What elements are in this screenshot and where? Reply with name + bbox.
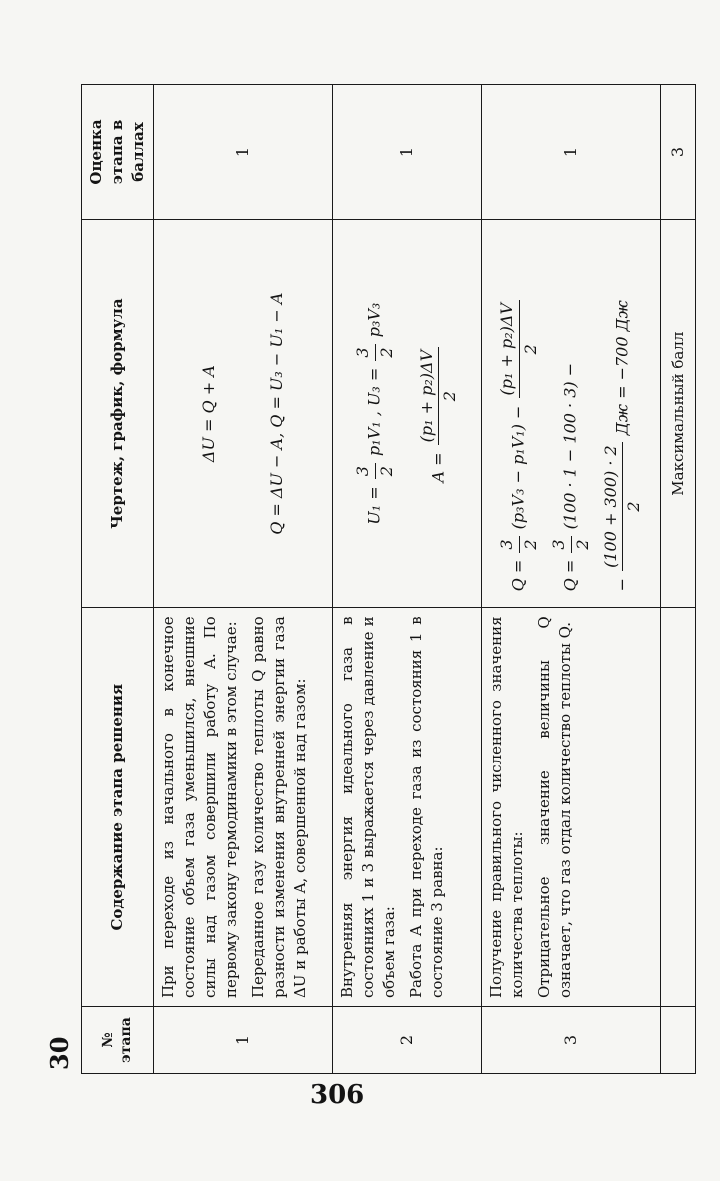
task-number: 30 xyxy=(45,1036,74,1070)
fraction-denominator: 2 xyxy=(520,344,540,355)
fraction-numerator: 3 xyxy=(496,536,519,552)
content-paragraph: Получение правильного численного значения количества теплоты: xyxy=(487,616,526,999)
formula-part: (p₃V₃ − p₁V₁) − xyxy=(508,405,528,530)
fraction-numerator: (p₁ + p₂)ΔV xyxy=(496,300,519,398)
fraction-numerator: 3 xyxy=(548,536,571,552)
max-score-label: Максимальный балл xyxy=(661,219,696,607)
fraction xyxy=(352,344,398,360)
page-number: 306 xyxy=(310,1080,365,1110)
stage-content xyxy=(333,608,482,1007)
empty-cell xyxy=(661,1007,696,1074)
formula-part: (100 · 1 − 100 · 3) − xyxy=(560,362,580,530)
table-row xyxy=(154,85,333,1074)
formula: Q = ΔU − A, Q = U₃ − U₁ − A xyxy=(267,292,286,535)
fraction-denominator: 2 xyxy=(520,539,540,550)
formula-part: U₁ = xyxy=(364,486,384,525)
header-score: Оценка этапа в баллах xyxy=(82,85,154,220)
stage-formula xyxy=(154,219,333,607)
fraction-denominator: 2 xyxy=(376,347,396,358)
fraction-denominator: 2 xyxy=(624,501,644,512)
formula-q-numeric xyxy=(548,228,594,599)
stage-number: 1 xyxy=(154,1007,333,1074)
fraction xyxy=(496,536,542,552)
stage-score: 1 xyxy=(333,85,482,220)
fraction-denominator: 2 xyxy=(440,391,460,402)
stage-content xyxy=(154,608,333,1007)
content-paragraph: При переходе из начального в конечное состояние объем газа уменьшился, внешние силы над газом совершили работу A. По первому закону термодинамики в этом случае: xyxy=(159,616,240,999)
stage-score: 1 xyxy=(154,85,333,220)
formula-part: Q = xyxy=(560,559,580,592)
fraction xyxy=(548,536,594,552)
stage-formula xyxy=(333,219,482,607)
header-content: Содержание этапа решения xyxy=(82,608,154,1007)
fraction xyxy=(416,347,462,445)
formula-q-symbolic xyxy=(496,228,542,599)
stage-number: 2 xyxy=(333,1007,482,1074)
formula-part: − xyxy=(612,577,632,592)
content-paragraph: Отрицательное значение величины Q означает, что газ отдал количество теплоты Q. xyxy=(535,616,574,999)
formula-part: p₁V₁ , U₃ = xyxy=(364,367,384,456)
stage-score: 1 xyxy=(482,85,661,220)
fraction xyxy=(496,300,542,398)
stage-formula xyxy=(482,219,661,607)
header-stage-no: № этапа xyxy=(82,1007,154,1074)
formula-part: p₃V₃ xyxy=(364,302,384,338)
table-row xyxy=(482,85,661,1074)
fraction-numerator: (p₁ + p₂)ΔV xyxy=(416,347,439,445)
formula-part: A = xyxy=(428,452,448,483)
fraction-numerator: (100 + 300) · 2 xyxy=(600,442,623,571)
formula-work xyxy=(416,228,462,599)
rotated-page-content xyxy=(45,84,687,1074)
header-formula: Чертеж, график, формула xyxy=(82,219,154,607)
fraction-numerator: 3 xyxy=(352,463,375,479)
fraction xyxy=(600,442,646,571)
empty-cell xyxy=(661,608,696,1007)
formula: ΔU = Q + A xyxy=(198,365,218,463)
formula-part: Дж = −700 Дж xyxy=(612,300,632,436)
fraction-numerator: 3 xyxy=(352,344,375,360)
stage-number: 3 xyxy=(482,1007,661,1074)
content-paragraph: Работа A при переходе газа из состояния 1 в состояние 3 равна: xyxy=(407,616,446,999)
content-paragraph: Переданное газу количество теплоты Q равно разности изменения внутренней энергии газа ΔU и работы A, совершенной над газом: xyxy=(249,616,309,999)
formula-q-result xyxy=(600,228,646,599)
max-score-row xyxy=(661,85,696,1074)
fraction-denominator: 2 xyxy=(572,539,592,550)
fraction-denominator: 2 xyxy=(376,466,396,477)
fraction xyxy=(352,463,398,479)
stage-content xyxy=(482,608,661,1007)
formula-part: Q = xyxy=(508,559,528,592)
solution-table xyxy=(81,84,696,1074)
header-row xyxy=(82,85,154,1074)
table-row xyxy=(333,85,482,1074)
content-paragraph: Внутренняя энергия идеального газа в состояниях 1 и 3 выражается через давление и объем газа: xyxy=(338,616,398,999)
formula-internal-energy xyxy=(352,228,398,599)
max-score-value: 3 xyxy=(661,85,696,220)
